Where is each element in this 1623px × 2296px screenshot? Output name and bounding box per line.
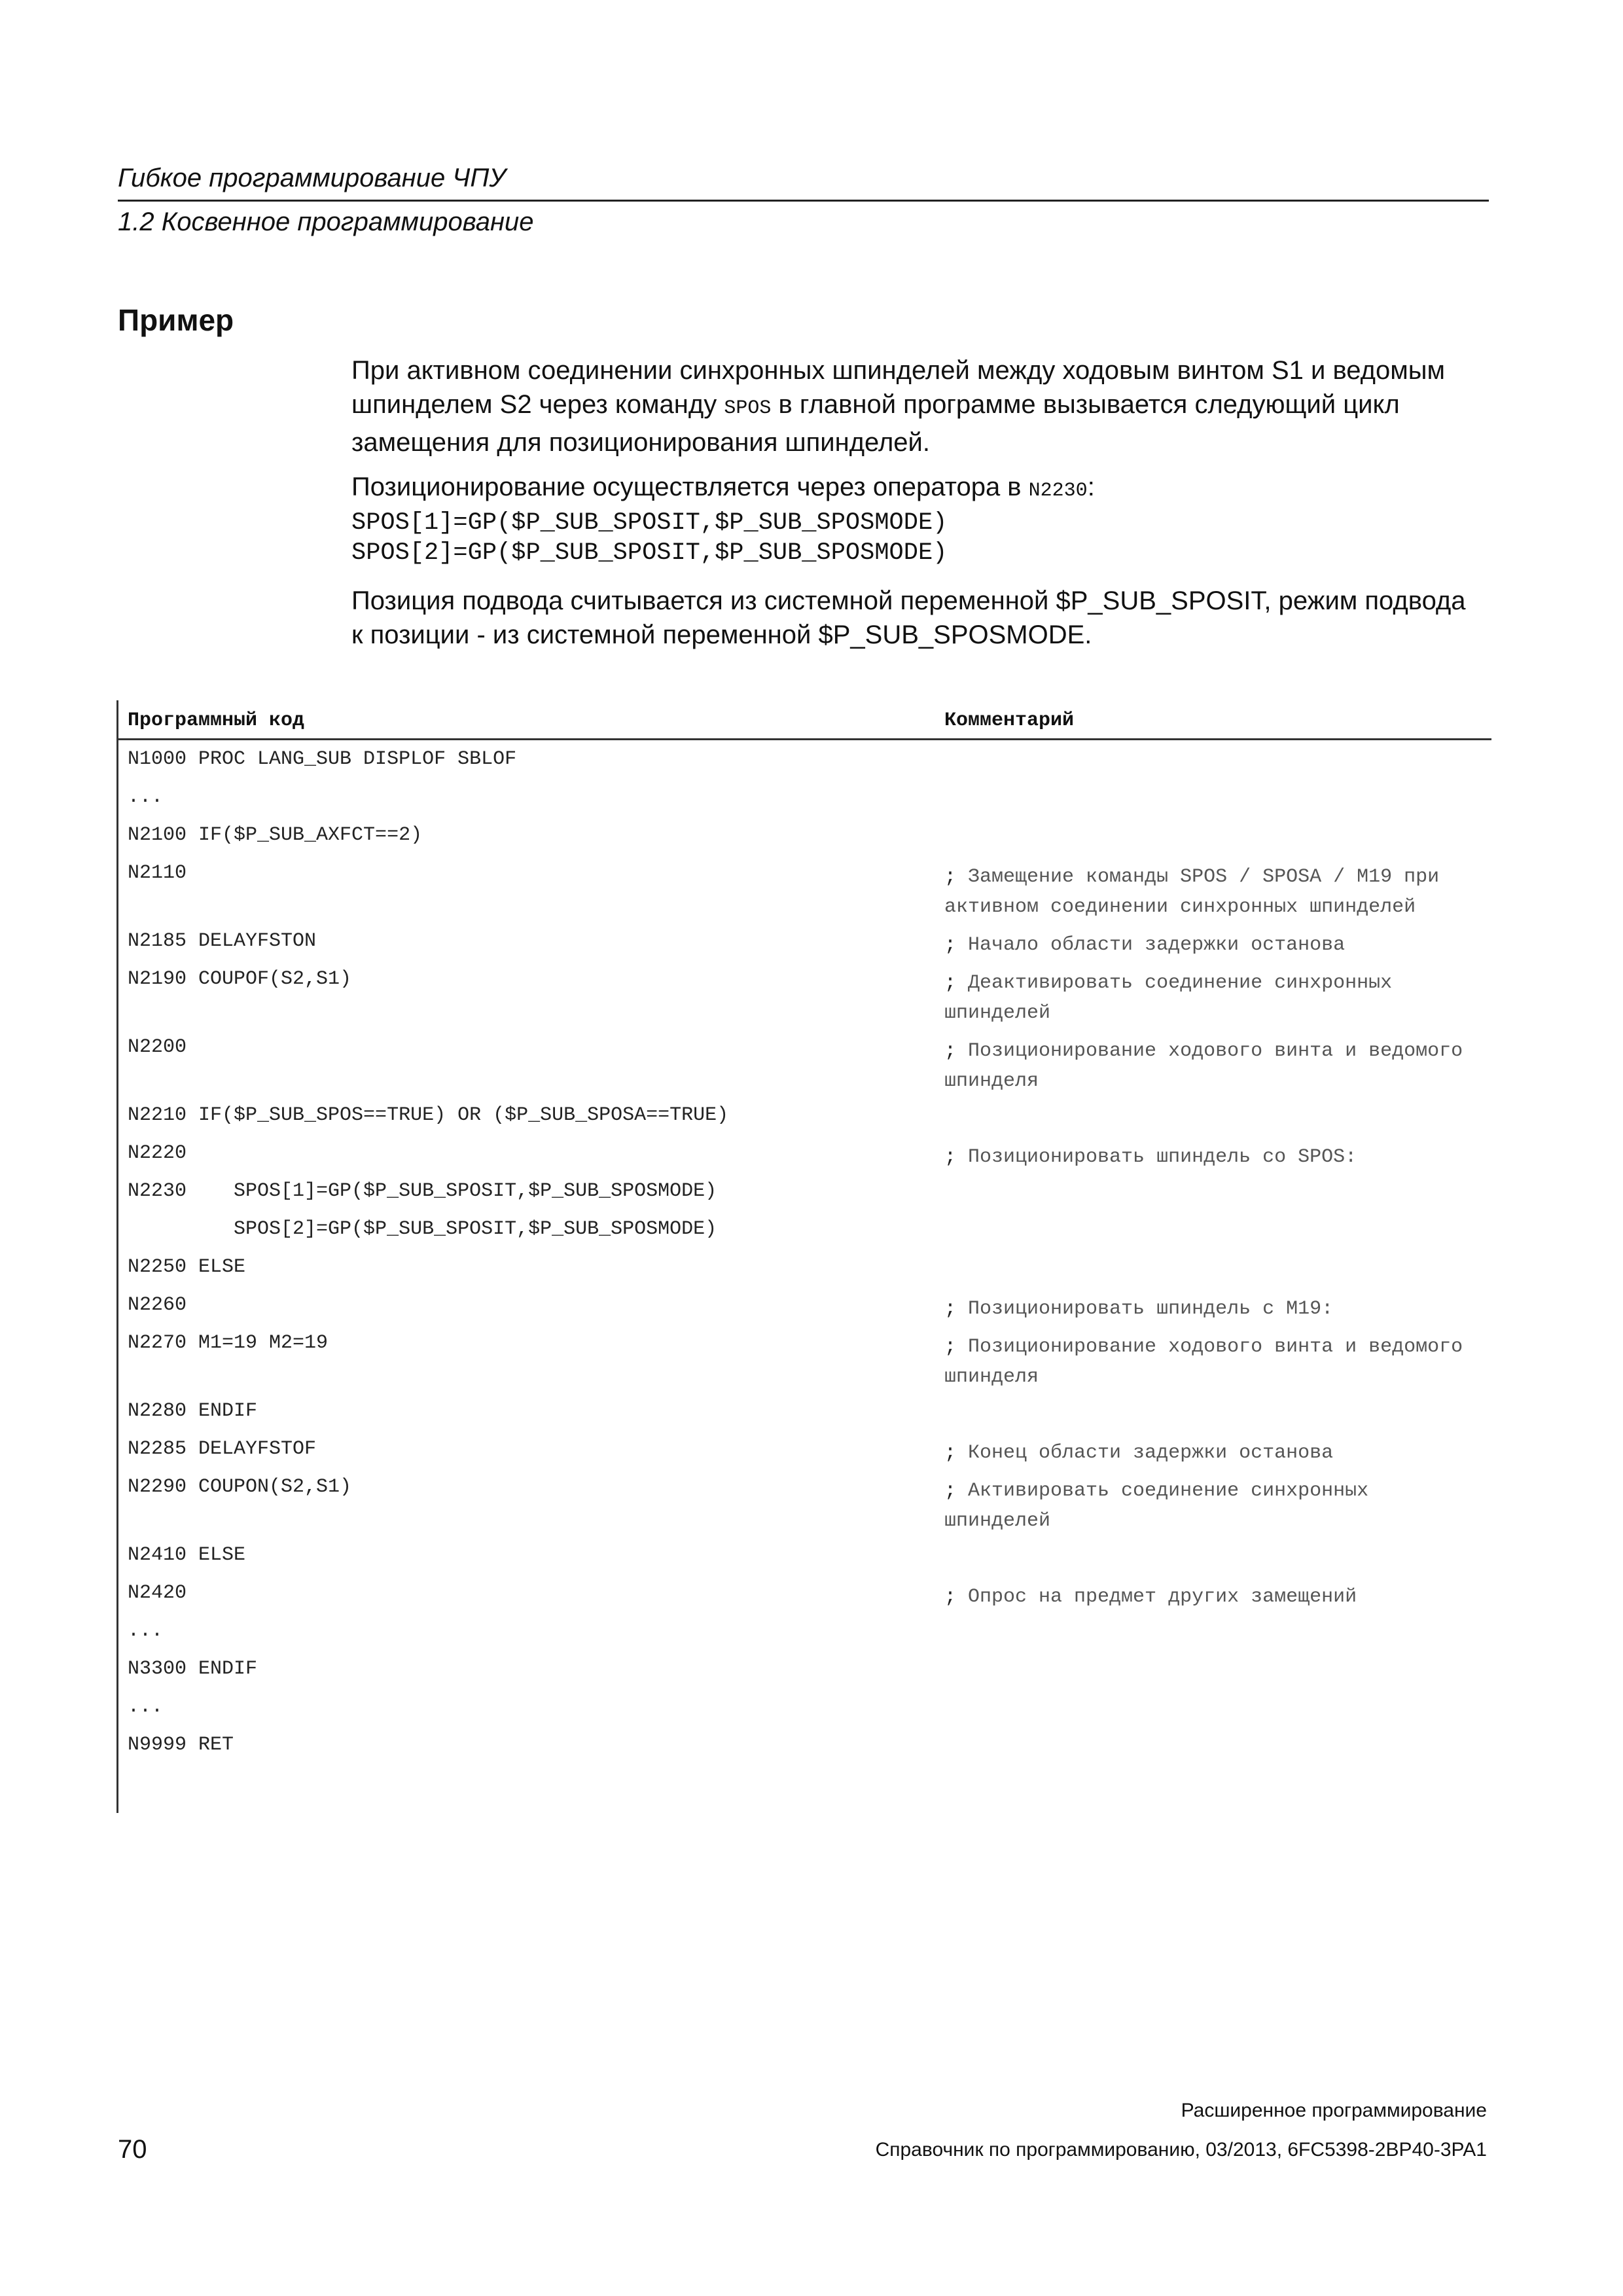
code-cell: N2100 IF($P_SUB_AXFCT==2) — [128, 824, 423, 846]
code-cell: N2200 — [128, 1036, 187, 1058]
code-cell: N9999 RET — [128, 1734, 234, 1756]
intro-paragraph-1 — [351, 353, 1477, 459]
comment-text: Активировать соединение синхронных шпинделей — [944, 1480, 1381, 1532]
comment-marker: ; — [944, 972, 969, 994]
running-header-title: Гибкое программирование ЧПУ — [118, 164, 506, 192]
comment-cell — [944, 1036, 1481, 1096]
table-row — [118, 1650, 1491, 1688]
table-row — [118, 778, 1491, 816]
table-row — [118, 1430, 1491, 1468]
table-row — [118, 1096, 1491, 1134]
comment-cell — [944, 862, 1481, 922]
comment-cell — [944, 930, 1481, 960]
table-row — [118, 854, 1491, 922]
intro-text-2a: Позиционирование осуществляется через оператора в — [351, 473, 1029, 501]
comment-cell — [944, 968, 1481, 1028]
intro-paragraph-3: Позиция подвода считывается из системной переменной $P_SUB_SPOSIT, режим подвода к позиции - из системной переменной $P_SUB_SPOSMODE. — [351, 586, 1466, 649]
footer-document-title: Расширенное программирование — [1181, 2100, 1487, 2121]
program-code-table — [116, 700, 1491, 1813]
intro-text-1a: При активном соединении синхронных шпинделей между ходовым винтом S1 и ведомым шпинделем S2 через команду — [351, 356, 1445, 419]
table-row — [118, 1248, 1491, 1286]
comment-text: Позиционировать шпиндель с M19: — [968, 1298, 1334, 1320]
code-cell: N2210 IF($P_SUB_SPOS==TRUE) OR ($P_SUB_SPOSA==TRUE) — [128, 1104, 729, 1126]
comment-cell — [944, 1582, 1481, 1612]
header-divider — [118, 200, 1489, 202]
page-number: 70 — [118, 2135, 147, 2164]
code-cell: N2220 — [128, 1142, 187, 1164]
code-cell: N2110 — [128, 862, 187, 884]
code-cell: N2285 DELAYFSTOF — [128, 1438, 317, 1460]
code-cell: N2250 ELSE — [128, 1256, 246, 1278]
column-header-comment: Комментарий — [944, 709, 1075, 732]
table-row — [118, 1324, 1491, 1392]
code-cell: ... — [128, 1620, 164, 1642]
intro-paragraph-2 — [351, 470, 1477, 568]
comment-text: Замещение команды SPOS / SPOSA / M19 при активном соединении синхронных шпинделей — [944, 866, 1452, 918]
code-cell: N2410 ELSE — [128, 1544, 246, 1566]
comment-cell — [944, 1332, 1481, 1392]
table-body — [118, 740, 1491, 1764]
comment-marker: ; — [944, 1442, 969, 1464]
comment-marker: ; — [944, 866, 969, 888]
intro-text-2b: : — [1087, 473, 1095, 501]
table-row — [118, 1392, 1491, 1430]
table-row — [118, 922, 1491, 960]
table-row — [118, 1612, 1491, 1650]
table-row — [118, 1536, 1491, 1574]
table-row — [118, 1172, 1491, 1210]
table-row — [118, 1134, 1491, 1172]
comment-marker: ; — [944, 1586, 969, 1608]
comment-marker: ; — [944, 1146, 969, 1168]
column-header-code: Программный код — [128, 709, 305, 732]
comment-marker: ; — [944, 934, 969, 956]
comment-text: Позиционировать шпиндель со SPOS: — [968, 1146, 1357, 1168]
comment-cell — [944, 1142, 1481, 1172]
comment-marker: ; — [944, 1480, 969, 1502]
table-row — [118, 1028, 1491, 1096]
table-row — [118, 1210, 1491, 1248]
code-cell: N1000 PROC LANG_SUB DISPLOF SBLOF — [128, 748, 517, 770]
code-cell: N3300 ENDIF — [128, 1658, 258, 1680]
comment-cell — [944, 1476, 1481, 1536]
code-cell: ... — [128, 786, 164, 808]
comment-text: Позиционирование ходового винта и ведомого шпинделя — [944, 1336, 1475, 1388]
comment-marker: ; — [944, 1298, 969, 1320]
code-cell: N2190 COUPOF(S2,S1) — [128, 968, 352, 990]
code-cell: SPOS[2]=GP($P_SUB_SPOSIT,$P_SUB_SPOSMODE) — [128, 1218, 717, 1240]
table-row — [118, 1726, 1491, 1764]
code-cell: N2420 — [128, 1582, 187, 1604]
inline-code-block: N2230 — [1028, 480, 1088, 502]
code-cell: ... — [128, 1696, 164, 1718]
code-cell: N2270 M1=19 M2=19 — [128, 1332, 329, 1354]
code-cell: N2230 SPOS[1]=GP($P_SUB_SPOSIT,$P_SUB_SPOSMODE) — [128, 1180, 717, 1202]
code-example-line-2: SPOS[2]=GP($P_SUB_SPOSIT,$P_SUB_SPOSMODE) — [351, 539, 948, 567]
table-header — [118, 700, 1491, 740]
code-cell: N2290 COUPON(S2,S1) — [128, 1476, 352, 1498]
code-cell: N2280 ENDIF — [128, 1400, 258, 1422]
comment-text: Начало области задержки останова — [968, 934, 1346, 956]
section-heading: Пример — [118, 303, 234, 337]
table-row — [118, 1688, 1491, 1726]
footer-reference: Справочник по программированию, 03/2013, 6FC5398-2BP40-3PA1 — [875, 2139, 1487, 2161]
inline-code-spos: SPOS — [724, 397, 772, 420]
code-cell: N2185 DELAYFSTON — [128, 930, 317, 952]
table-row — [118, 960, 1491, 1028]
comment-marker: ; — [944, 1040, 969, 1062]
table-row — [118, 1468, 1491, 1536]
table-row — [118, 816, 1491, 854]
table-row — [118, 1286, 1491, 1324]
code-cell: N2260 — [128, 1294, 187, 1316]
comment-cell — [944, 1294, 1481, 1324]
comment-marker: ; — [944, 1336, 969, 1358]
comment-text: Позиционирование ходового винта и ведомого шпинделя — [944, 1040, 1475, 1092]
comment-text: Опрос на предмет других замещений — [968, 1586, 1357, 1608]
comment-cell — [944, 1438, 1481, 1468]
intro-text-1b: в главной программе вызывается следующий цикл замещения для позиционирования шпинделей. — [351, 390, 1400, 457]
code-example-line-1: SPOS[1]=GP($P_SUB_SPOSIT,$P_SUB_SPOSMODE) — [351, 509, 948, 537]
comment-text: Деактивировать соединение синхронных шпинделей — [944, 972, 1404, 1024]
table-row — [118, 1574, 1491, 1612]
running-header-section: 1.2 Косвенное программирование — [118, 207, 534, 236]
table-row — [118, 740, 1491, 778]
comment-text: Конец области задержки останова — [968, 1442, 1334, 1464]
